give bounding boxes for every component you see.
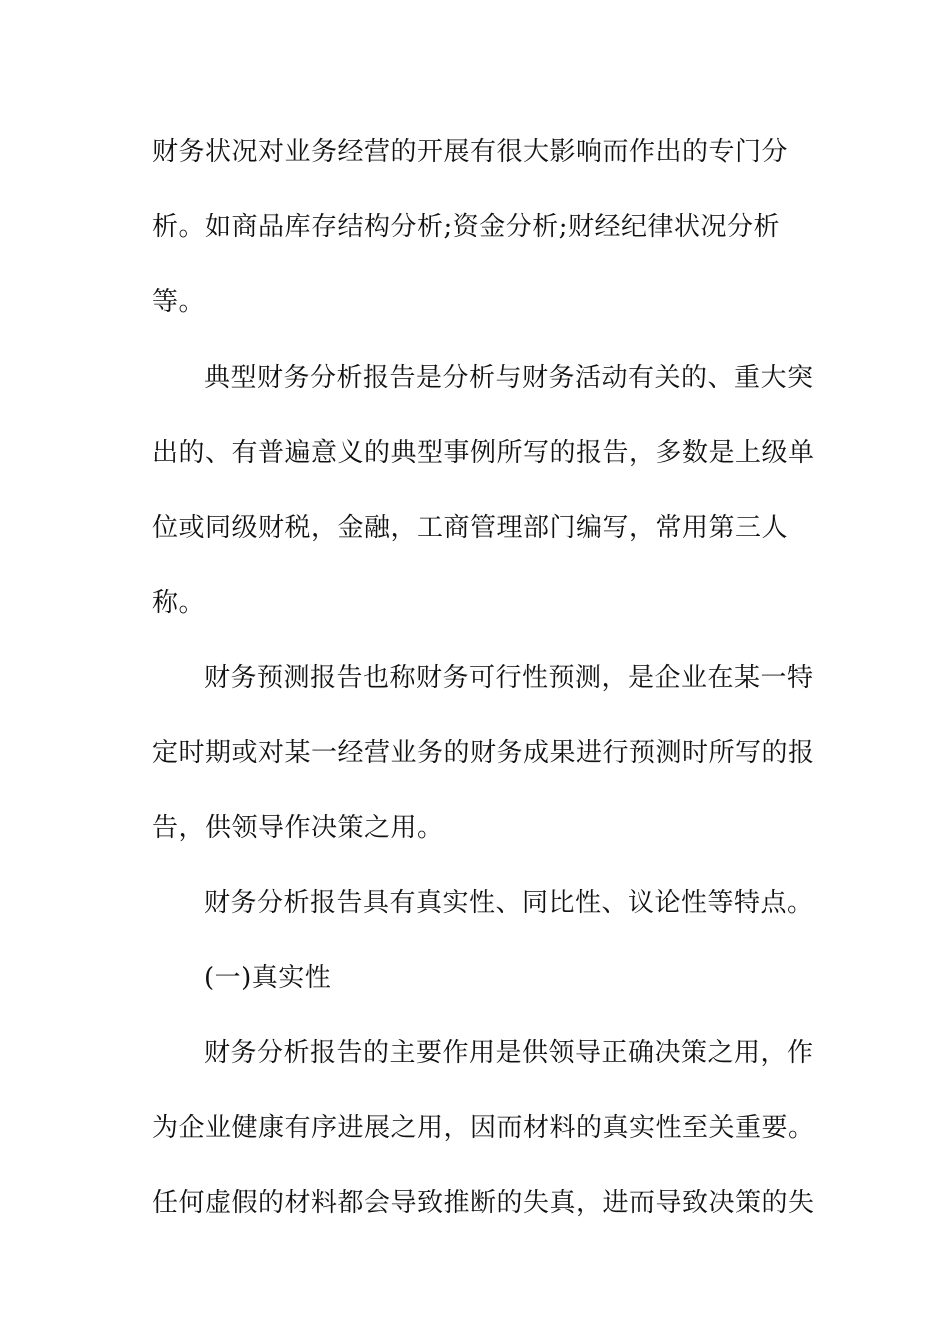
paragraph-line: 定时期或对某一经营业务的财务成果进行预测时所写的报: [152, 738, 815, 768]
paragraph-line: 财务状况对业务经营的开展有很大影响而作出的专门分: [152, 137, 789, 167]
paragraph-line: 财务预测报告也称财务可行性预测，是企业在某一特: [204, 663, 814, 693]
paragraph-line: 等。: [152, 287, 206, 317]
paragraph-line: 出的、有普遍意义的典型事例所写的报告，多数是上级单: [152, 438, 815, 468]
paragraph-line: 为企业健康有序进展之用，因而材料的真实性至关重要。: [152, 1113, 815, 1143]
paragraph-line: 告，供领导作决策之用。: [152, 813, 444, 843]
paragraph-line: 称。: [152, 588, 206, 618]
paragraph-line: 任何虚假的材料都会导致推断的失真，进而导致决策的失: [152, 1188, 815, 1218]
paragraph-line: 财务分析报告具有真实性、同比性、议论性等特点。: [204, 888, 814, 918]
section-heading: (一)真实性: [204, 963, 332, 993]
paragraph-line: 析。如商品库存结构分析;资金分析;财经纪律状况分析: [152, 212, 781, 242]
paragraph-line: 位或同级财税，金融，工商管理部门编写，常用第三人: [152, 513, 789, 543]
paragraph-line: 财务分析报告的主要作用是供领导正确决策之用，作: [204, 1038, 814, 1068]
paragraph-line: 典型财务分析报告是分析与财务活动有关的、重大突: [204, 363, 814, 393]
